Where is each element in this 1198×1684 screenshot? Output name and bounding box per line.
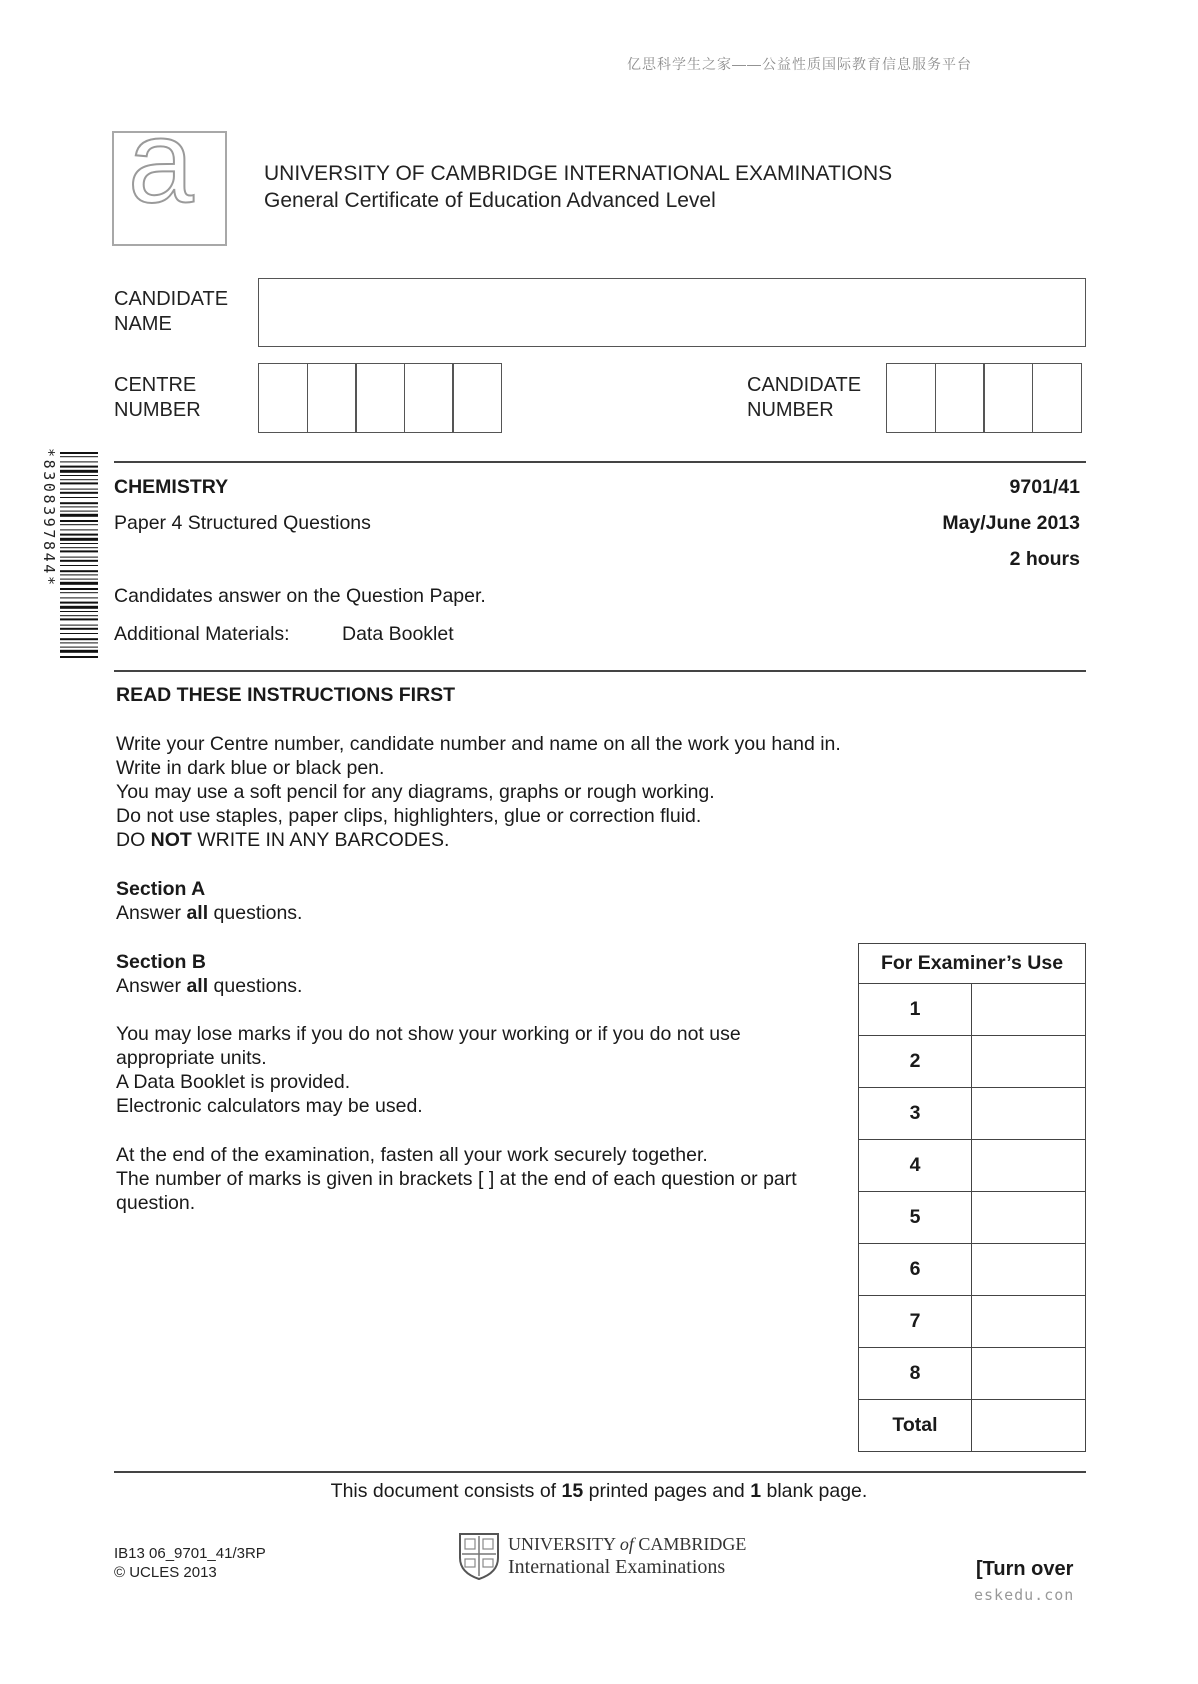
barcode-bar	[60, 588, 98, 590]
candidate-number-label	[747, 373, 861, 423]
barcode-bar	[60, 618, 98, 620]
barcode-warning-bold: NOT	[150, 829, 192, 851]
centre-number-field[interactable]	[258, 363, 501, 433]
instructions-heading: READ THESE INSTRUCTIONS FIRST	[116, 684, 456, 706]
barcode-bar	[60, 579, 98, 580]
question-number: 1	[859, 984, 972, 1036]
paper-code: 9701/41	[1009, 476, 1080, 498]
total-label: Total	[859, 1400, 972, 1452]
question-number: 5	[859, 1192, 972, 1244]
wordmark-line1	[508, 1533, 746, 1555]
page-count-pre: This document consists of	[330, 1480, 562, 1502]
barcode-bar	[60, 461, 98, 462]
page-count-post: blank page.	[761, 1480, 868, 1502]
barcode-bar	[60, 514, 98, 517]
examiner-use-table	[858, 943, 1086, 1452]
candidate-name-label	[114, 287, 228, 337]
mark-cell[interactable]	[972, 1244, 1086, 1296]
candidate-name-label-line1: CANDIDATE	[114, 288, 229, 310]
barcode-bar	[60, 633, 98, 634]
barcode-bar	[60, 489, 98, 490]
logo-letter: a	[128, 96, 194, 228]
centre-number-label	[114, 373, 201, 423]
barcode-bar	[60, 602, 98, 604]
barcode-bar	[60, 625, 98, 626]
qualification-name: General Certificate of Education Advanced Level	[264, 189, 716, 212]
section-b-pre: Answer	[116, 975, 187, 997]
question-number: 2	[859, 1036, 972, 1088]
barcode-bar	[60, 475, 98, 476]
instruction-line: Write your Centre number, candidate number and name on all the work you hand in.	[116, 733, 841, 755]
mark-cell[interactable]	[972, 1140, 1086, 1192]
candidate-number-label-line2: NUMBER	[747, 399, 834, 421]
end-notes-list	[116, 1143, 797, 1215]
candidate-number-cell[interactable]	[1032, 363, 1082, 433]
barcode-bar	[60, 506, 98, 507]
instruction-line-barcodes	[116, 828, 841, 852]
section-a	[116, 877, 302, 925]
section-b	[116, 950, 302, 998]
page-count-statement	[0, 1479, 1198, 1503]
question-number: 7	[859, 1296, 972, 1348]
turn-over-label: [Turn over	[976, 1558, 1074, 1580]
exam-duration: 2 hours	[1009, 548, 1080, 570]
barcode-bar	[60, 560, 98, 562]
barcode-bar	[60, 582, 98, 585]
centre-number-cell[interactable]	[404, 363, 454, 433]
barcode-bar	[60, 615, 98, 616]
section-a-pre: Answer	[116, 902, 187, 924]
note-line: A Data Booklet is provided.	[116, 1071, 351, 1093]
centre-number-label-line2: NUMBER	[114, 399, 201, 421]
university-name: UNIVERSITY OF CAMBRIDGE INTERNATIONAL EXAMINATIONS	[264, 162, 893, 185]
notes-list	[116, 1022, 741, 1118]
section-b-post: questions.	[208, 975, 303, 997]
section-a-post: questions.	[208, 902, 303, 924]
barcode-bar	[60, 492, 98, 494]
instruction-line: Write in dark blue or black pen.	[116, 757, 385, 779]
candidate-number-cell[interactable]	[983, 363, 1033, 433]
section-b-title: Section B	[116, 951, 206, 973]
wordmark-line2: International Examinations	[508, 1556, 726, 1578]
centre-number-cell[interactable]	[452, 363, 502, 433]
barcode-bar	[60, 611, 98, 612]
instruction-line: You may use a soft pencil for any diagrams, graphs or rough working.	[116, 781, 715, 803]
barcode-bar	[60, 482, 98, 484]
exam-session: May/June 2013	[942, 512, 1080, 534]
barcode-bar	[60, 592, 98, 593]
candidate-number-label-line1: CANDIDATE	[747, 374, 862, 396]
barcode-warning-post: WRITE IN ANY BARCODES.	[191, 829, 450, 851]
barcode-text-wrap	[40, 448, 56, 660]
end-note-line: At the end of the examination, fasten all your work securely together.	[116, 1144, 708, 1166]
candidate-number-cell[interactable]	[886, 363, 936, 433]
barcode-warning-pre: DO	[116, 829, 151, 851]
barcode-bar	[60, 497, 98, 498]
barcode-bar	[60, 650, 98, 653]
note-line: You may lose marks if you do not show your working or if you do not use	[116, 1023, 741, 1045]
section-b-instruction	[116, 974, 302, 998]
mark-cell[interactable]	[972, 984, 1086, 1036]
cie-logo	[112, 96, 227, 246]
materials-label: Additional Materials:	[114, 623, 290, 645]
end-note-line: The number of marks is given in brackets [ ] at the end of each question or part	[116, 1168, 797, 1190]
barcode-bar	[60, 570, 98, 572]
question-number: 3	[859, 1088, 972, 1140]
end-note-line: question.	[116, 1192, 196, 1214]
divider-bottom	[114, 1471, 1086, 1473]
barcode-bar	[60, 466, 98, 468]
wordmark-cambridge: CAMBRIDGE	[638, 1534, 747, 1554]
question-number: 6	[859, 1244, 972, 1296]
barcode-bar	[60, 520, 98, 522]
section-a-bold: all	[186, 902, 209, 924]
materials-value: Data Booklet	[342, 623, 454, 645]
exam-header	[264, 160, 892, 214]
mark-cell[interactable]	[972, 1348, 1086, 1400]
barcode-bar	[60, 479, 98, 480]
barcode-bar	[60, 557, 98, 558]
mark-cell[interactable]	[972, 1296, 1086, 1348]
barcode-bar	[60, 656, 98, 658]
candidate-number-field[interactable]	[886, 363, 1080, 433]
copyright: © UCLES 2013	[114, 1564, 217, 1581]
question-number: 4	[859, 1140, 972, 1192]
barcode-bar	[60, 574, 98, 575]
divider-top	[114, 461, 1086, 463]
page-count-mid: printed pages and	[583, 1480, 751, 1502]
barcode-bar	[60, 511, 98, 512]
barcode-bar	[60, 550, 98, 552]
barcode-bar	[60, 543, 98, 544]
barcode-bar	[60, 538, 98, 541]
subject: CHEMISTRY	[114, 476, 229, 498]
wordmark-of: of	[619, 1534, 634, 1554]
watermark-text: 亿思科学生之家——公益性质国际教育信息服务平台	[627, 56, 972, 72]
instructions-list	[116, 732, 841, 852]
centre-number-cell[interactable]	[258, 363, 308, 433]
barcode-bar	[60, 628, 98, 630]
divider-middle	[114, 670, 1086, 672]
barcode-bar	[60, 547, 98, 548]
page-count-blank: 1	[750, 1480, 762, 1502]
candidate-name-field[interactable]	[258, 278, 1086, 347]
paper-title: Paper 4 Structured Questions	[114, 512, 371, 534]
reference-code: IB13 06_9701_41/3RP	[114, 1545, 266, 1562]
centre-number-cell[interactable]	[355, 363, 405, 433]
section-a-instruction	[116, 901, 302, 925]
barcode-bar	[60, 597, 98, 598]
examiner-table-heading: For Examiner’s Use	[859, 944, 1086, 984]
cambridge-wordmark	[508, 1533, 746, 1579]
cambridge-crest-icon	[458, 1532, 500, 1580]
barcode-bar	[60, 565, 98, 566]
barcode-bar	[60, 502, 98, 504]
barcode-bar	[60, 606, 98, 609]
instruction-line: Do not use staples, paper clips, highlighters, glue or correction fluid.	[116, 805, 702, 827]
barcode-bar	[60, 642, 98, 643]
section-a-title: Section A	[116, 878, 206, 900]
barcode-bar	[60, 534, 98, 536]
barcode-bar	[60, 529, 98, 530]
barcode-text: *8308397844*	[40, 448, 58, 588]
mark-cell[interactable]	[972, 1036, 1086, 1088]
mark-cell[interactable]	[972, 1088, 1086, 1140]
centre-number-cell[interactable]	[307, 363, 357, 433]
barcode-bar	[60, 524, 98, 525]
question-number: 8	[859, 1348, 972, 1400]
site-watermark: eskedu.con	[974, 1586, 1075, 1604]
barcode-bar	[60, 470, 98, 473]
note-line: appropriate units.	[116, 1047, 267, 1069]
candidate-number-cell[interactable]	[935, 363, 985, 433]
answer-note: Candidates answer on the Question Paper.	[114, 585, 486, 607]
document-reference	[114, 1544, 266, 1582]
page-count-printed: 15	[561, 1480, 584, 1502]
barcode-bar	[60, 638, 98, 640]
note-line: Electronic calculators may be used.	[116, 1095, 423, 1117]
section-b-bold: all	[186, 975, 209, 997]
wordmark-university: UNIVERSITY	[508, 1534, 616, 1554]
barcode-bar	[60, 452, 98, 454]
total-mark-cell[interactable]	[972, 1400, 1086, 1452]
candidate-name-label-line2: NAME	[114, 313, 172, 335]
barcode-bar	[60, 456, 98, 457]
barcode-bar	[60, 647, 98, 648]
mark-cell[interactable]	[972, 1192, 1086, 1244]
centre-number-label-line1: CENTRE	[114, 374, 197, 396]
